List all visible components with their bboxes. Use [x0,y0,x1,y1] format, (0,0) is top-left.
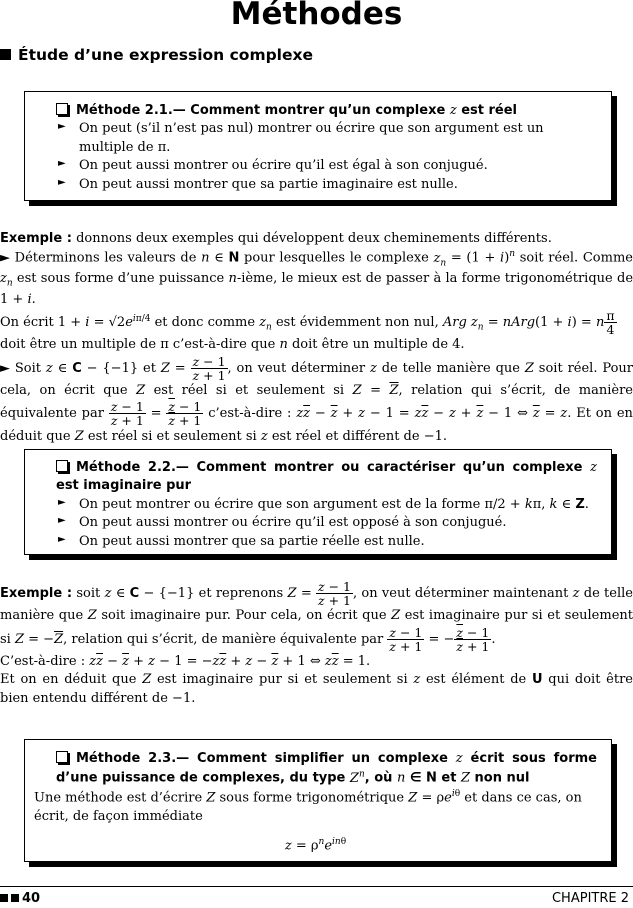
chapter-label: CHAPITRE 2 [551,891,629,906]
method-title: Méthode 2.1.— Comment montrer qu’un complexe z est réel [56,102,597,120]
method-list [56,120,597,194]
section-title: Étude d’une expression complexe [18,46,314,64]
method-box-2-2 [24,449,612,555]
example-2 [0,580,633,708]
section-heading [0,44,313,66]
method-title: Méthode 2.2.— Comment montrer ou caractériser qu’un complexe z est imaginaire pur [56,460,597,494]
method-text: Une méthode est d’écrire Z sous forme trigonométrique $Z = \rho e^{i\theta}$ et dans ce cas, on écrit, de façon immédiate [34,789,582,825]
example-1 [0,230,633,446]
method-title: Méthode 2.3.— Comment simplifier un complexe z écrit sous forme d’une puissance de complexes, du type $Z^n$, où n ∈ N et Z non nul [56,751,597,786]
example-text: Exemple : soit z ∈ C − {−1} et reprenons Z = $\frac{z - 1}{z + 1}$ , on veut déterminer maintenant z de telle manière que Z soit imaginaire pur. Pour cela, on écrit que Z est imaginaire pur si et seulement si $Z = -\overline{Z}$, relation qui s’écrit, de manière équivalente par $\frac{z - 1}{z + 1}$ = − $\frac{\overline{z} - 1}{\overline{z} + 1}$ . [0,579,633,654]
list-item: ► On peut montrer ou écrire que son argument est de la forme π/2 + kπ, k ∈ Z. [56,496,597,514]
method-box-2-1 [24,91,612,201]
square-bullet-icon [0,49,11,60]
example-text: ► Déterminons les valeurs de n ∈ N pour lesquelles le complexe $z_n = (1 + i)^n$ soit réel. Comme $z_n$ est sous forme d’une puissance n-ième, le mieux est de passer à la forme trigonométrique de 1 + i. [0,249,633,307]
checkbox-icon [56,460,68,472]
page-number: 40 [0,890,40,908]
list-item: ► On peut (s’il n’est pas nul) montrer ou écrire que son argument est un multiple de π. [56,120,597,157]
example-intro: Exemple : donnons deux exemples qui développent deux cheminements différents. [0,231,552,246]
list-item: ► On peut aussi montrer ou écrire qu’il est opposé à son conjugué. [56,514,597,532]
example-text: On écrit $1 + i = √2e^{i\pi/4}$ et donc comme $z_n$ est évidemment non nul, Arg $z_n$ = nArg(1 + i) = n $\frac{\pi}{4}$ [0,307,615,338]
list-item: ► On peut aussi montrer que sa partie imaginaire est nulle. [56,176,597,194]
method-formula: $z = \rho^ne^{in\theta}$ [284,837,347,854]
square-icon [11,894,19,902]
method-list [56,496,597,551]
checkbox-icon [56,103,68,115]
example-text: ► Soit z ∈ C − {−1} et Z = $\frac{z - 1}{z + 1}$ , on veut déterminer z de telle manière que Z soit réel. Pour cela, on écrit que Z est réel si et seulement si $Z = \overline{Z}$, relation qui s’écrit, de manière équivalente par $\frac{z - 1}{z + 1}$ = $\frac{\overline{z} - 1}{\overline{z} + 1}$ c’est-à-dire : $z\overline{z} - \overline{z} + z - 1 = z\overline{z} - z + \overline{z} - 1$ ⇔ $\overline{z} = z$. Et on en déduit que Z est réel si et seulement si z est réel et différent de −1. [0,353,633,444]
example-text: doit être un multiple de π c’est-à-dire que n doit être un multiple de 4. [0,337,465,353]
checkbox-icon [56,751,68,763]
square-icon [0,894,8,902]
page-footer [0,886,633,905]
example-text: Et on en déduit que Z est imaginaire pur si et seulement si z est élément de U qui doit être bien entendu différent de −1. [0,672,633,706]
page-title: Méthodes [230,0,403,32]
list-item: ► On peut aussi montrer ou écrire qu’il est égal à son conjugué. [56,157,597,175]
example-text: C’est-à-dire : $z\overline{z} - \overline{z} + z - 1 = -z\overline{z} + z - \overline{z} + 1$ ⇔ $z\overline{z} = 1$. [0,653,371,669]
list-item: ► On peut aussi montrer que sa partie réelle est nulle. [56,533,597,551]
method-box-2-3 [24,739,612,862]
